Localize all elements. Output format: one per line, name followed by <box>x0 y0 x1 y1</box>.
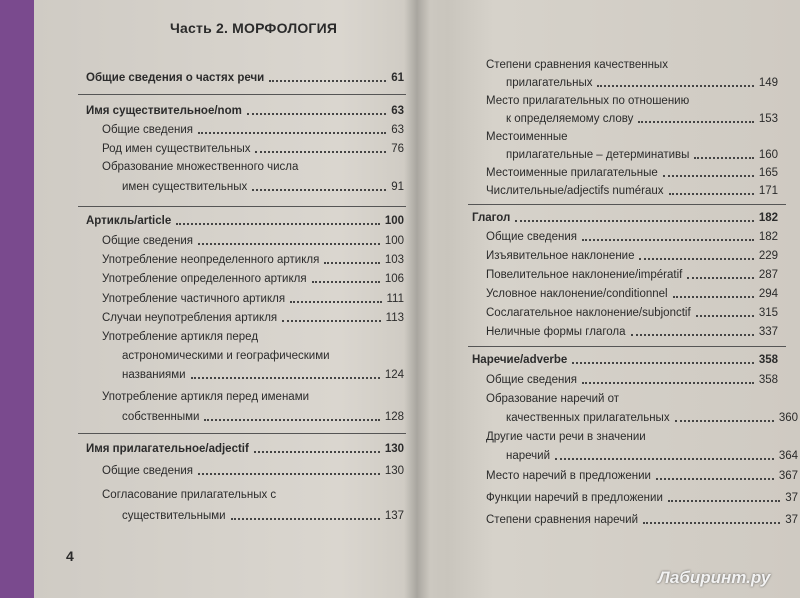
toc-entry-line: Образование наречий от <box>486 393 620 405</box>
toc-section-noun <box>86 104 404 118</box>
toc-entry <box>486 469 798 483</box>
toc-entry <box>486 373 778 387</box>
toc-entry <box>506 112 778 126</box>
toc-entry <box>486 166 778 180</box>
toc-entry-page: 160 <box>758 149 778 161</box>
toc-entry <box>102 234 404 248</box>
toc-entry-page: 171 <box>758 185 778 197</box>
toc-section-page: 358 <box>758 354 778 366</box>
toc-entry-line: Употребление артикля перед <box>102 331 259 343</box>
section-divider <box>468 346 786 347</box>
toc-entry <box>102 123 404 137</box>
toc-entry <box>486 306 778 320</box>
toc-entry-page: 137 <box>384 510 404 522</box>
toc-entry-line: Другие части речи в значении <box>486 431 646 443</box>
toc-entry <box>122 509 404 523</box>
toc-entry-title: прилагательные – детерминативы <box>506 149 690 161</box>
page-number: 4 <box>66 548 74 564</box>
toc-entry-title: Повелительное наклонение/impératif <box>486 269 683 281</box>
toc-entry-line: Согласование прилагательных с <box>102 489 277 501</box>
toc-entry-title: Род имен существительных <box>102 143 251 155</box>
toc-entry-page: 128 <box>384 411 404 423</box>
toc-entry-title: Общие сведения <box>102 235 193 247</box>
toc-entry-title: Условное наклонение/conditionnel <box>486 288 668 300</box>
toc-entry <box>506 449 798 463</box>
toc-entry-title: Общие сведения <box>486 231 577 243</box>
toc-section-page: 100 <box>384 215 404 227</box>
toc-entry <box>102 253 404 267</box>
watermark-logo: Лабиринт.ру <box>658 568 771 587</box>
toc-entry <box>506 411 798 425</box>
toc-entry-title: Числительные/adjectifs numéraux <box>486 185 664 197</box>
part-title: Часть 2. МОРФОЛОГИЯ <box>170 20 338 36</box>
toc-entry-title: Общие сведения <box>486 374 577 386</box>
toc-entry-page: 182 <box>758 231 778 243</box>
toc-entry-title: Общие сведения <box>102 124 193 136</box>
toc-entry-page: 360 <box>778 412 798 424</box>
toc-entry-title: названиями <box>122 369 186 381</box>
toc-entry-page: 367 <box>778 470 798 482</box>
toc-entry-page: 130 <box>384 465 404 477</box>
toc-section-page: 182 <box>758 212 778 224</box>
section-divider <box>78 433 406 434</box>
toc-entry-page: 153 <box>758 113 778 125</box>
toc-section-title: Имя существительное/nom <box>86 105 242 117</box>
toc-entry-page: 63 <box>391 124 404 136</box>
toc-entry-page: 229 <box>758 250 778 262</box>
toc-entry <box>102 292 404 306</box>
toc-entry <box>486 268 778 282</box>
toc-entry-page: 124 <box>384 369 404 381</box>
left-page <box>58 0 408 598</box>
toc-entry-title: Изъявительное наклонение <box>486 250 635 262</box>
toc-entry-line: Местоименные <box>486 131 568 143</box>
toc-entry-line: Образование множественного числа <box>102 161 299 173</box>
toc-entry-title: Общие сведения <box>102 465 193 477</box>
toc-entry <box>102 142 404 156</box>
toc-entry-title: Общие сведения о частях речи <box>86 72 265 84</box>
toc-entry-page: 358 <box>758 374 778 386</box>
toc-entry <box>486 230 778 244</box>
toc-entry <box>486 184 778 198</box>
toc-entry <box>486 249 778 263</box>
toc-entry-title: Сослагательное наклонение/subjonctif <box>486 307 691 319</box>
toc-entry-title: Употребление определенного артикля <box>102 273 307 285</box>
toc-section-article <box>86 214 404 228</box>
toc-entry-title: Употребление неопределенного артикля <box>102 254 320 266</box>
toc-entry-title: Употребление частичного артикля <box>102 293 286 305</box>
toc-entry <box>122 368 404 382</box>
toc-entry-title: к определяемому слову <box>506 113 634 125</box>
toc-entry <box>122 410 404 424</box>
section-divider <box>468 204 786 205</box>
toc-section-page: 63 <box>391 105 404 117</box>
toc-entry <box>486 491 798 505</box>
toc-entry-page: 294 <box>758 288 778 300</box>
toc-entry-page: 76 <box>391 143 404 155</box>
toc-entry <box>102 311 404 325</box>
toc-entry-page: 113 <box>385 312 404 324</box>
toc-entry-title: собственными <box>122 411 200 423</box>
toc-entry-general <box>86 71 404 85</box>
toc-entry <box>102 272 404 286</box>
toc-entry <box>486 325 778 339</box>
toc-entry-title: имен существительных <box>122 181 248 193</box>
toc-section-adverb <box>472 353 778 367</box>
toc-entry-page: 91 <box>391 181 404 193</box>
toc-entry <box>122 180 404 194</box>
toc-section-page: 130 <box>384 443 404 455</box>
right-page <box>468 0 800 598</box>
toc-entry-line: Употребление артикля перед именами <box>102 391 310 403</box>
toc-entry-page: 61 <box>391 72 404 84</box>
toc-entry-page: 103 <box>384 254 404 266</box>
toc-section-adjective <box>86 442 404 456</box>
toc-entry-page: 315 <box>758 307 778 319</box>
toc-section-title: Имя прилагательное/adjectif <box>86 443 249 455</box>
section-divider <box>78 206 406 207</box>
toc-entry-page: 37 <box>785 492 798 504</box>
toc-entry <box>506 76 778 90</box>
toc-entry-title: Функции наречий в предложении <box>486 492 663 504</box>
toc-entry-line: Место прилагательных по отношению <box>486 95 690 107</box>
toc-entry <box>486 287 778 301</box>
toc-section-title: Глагол <box>472 212 511 224</box>
toc-entry-page: 364 <box>778 450 798 462</box>
toc-entry-title: наречий <box>506 450 550 462</box>
toc-entry-title: Место наречий в предложении <box>486 470 651 482</box>
toc-entry-page: 106 <box>384 273 404 285</box>
toc-entry-title: Неличные формы глагола <box>486 326 626 338</box>
toc-entry-title: Степени сравнения наречий <box>486 514 639 526</box>
toc-section-title: Наречие/adverbe <box>472 354 568 366</box>
toc-entry-page: 37 <box>785 514 798 526</box>
toc-entry-page: 149 <box>758 77 778 89</box>
background-purple-edge <box>0 0 34 598</box>
toc-section-title: Артикль/article <box>86 215 172 227</box>
toc-entry <box>506 148 778 162</box>
toc-section-verb <box>472 211 778 225</box>
toc-entry-title: Местоименные прилагательные <box>486 167 658 179</box>
toc-entry-page: 165 <box>758 167 778 179</box>
toc-entry-page: 100 <box>384 235 404 247</box>
toc-entry-title: Случаи неупотребления артикля <box>102 312 278 324</box>
toc-entry-line: астрономическими и географическими <box>122 350 330 362</box>
toc-entry-title: качественных прилагательных <box>506 412 670 424</box>
toc-entry-title: существительными <box>122 510 226 522</box>
toc-entry-page: 111 <box>386 293 404 305</box>
toc-entry-title: прилагательных <box>506 77 593 89</box>
toc-entry <box>486 513 798 527</box>
section-divider <box>78 94 406 95</box>
toc-entry-page: 337 <box>758 326 778 338</box>
toc-entry-line: Степени сравнения качественных <box>486 59 668 71</box>
toc-entry-page: 287 <box>758 269 778 281</box>
toc-entry <box>102 464 404 478</box>
